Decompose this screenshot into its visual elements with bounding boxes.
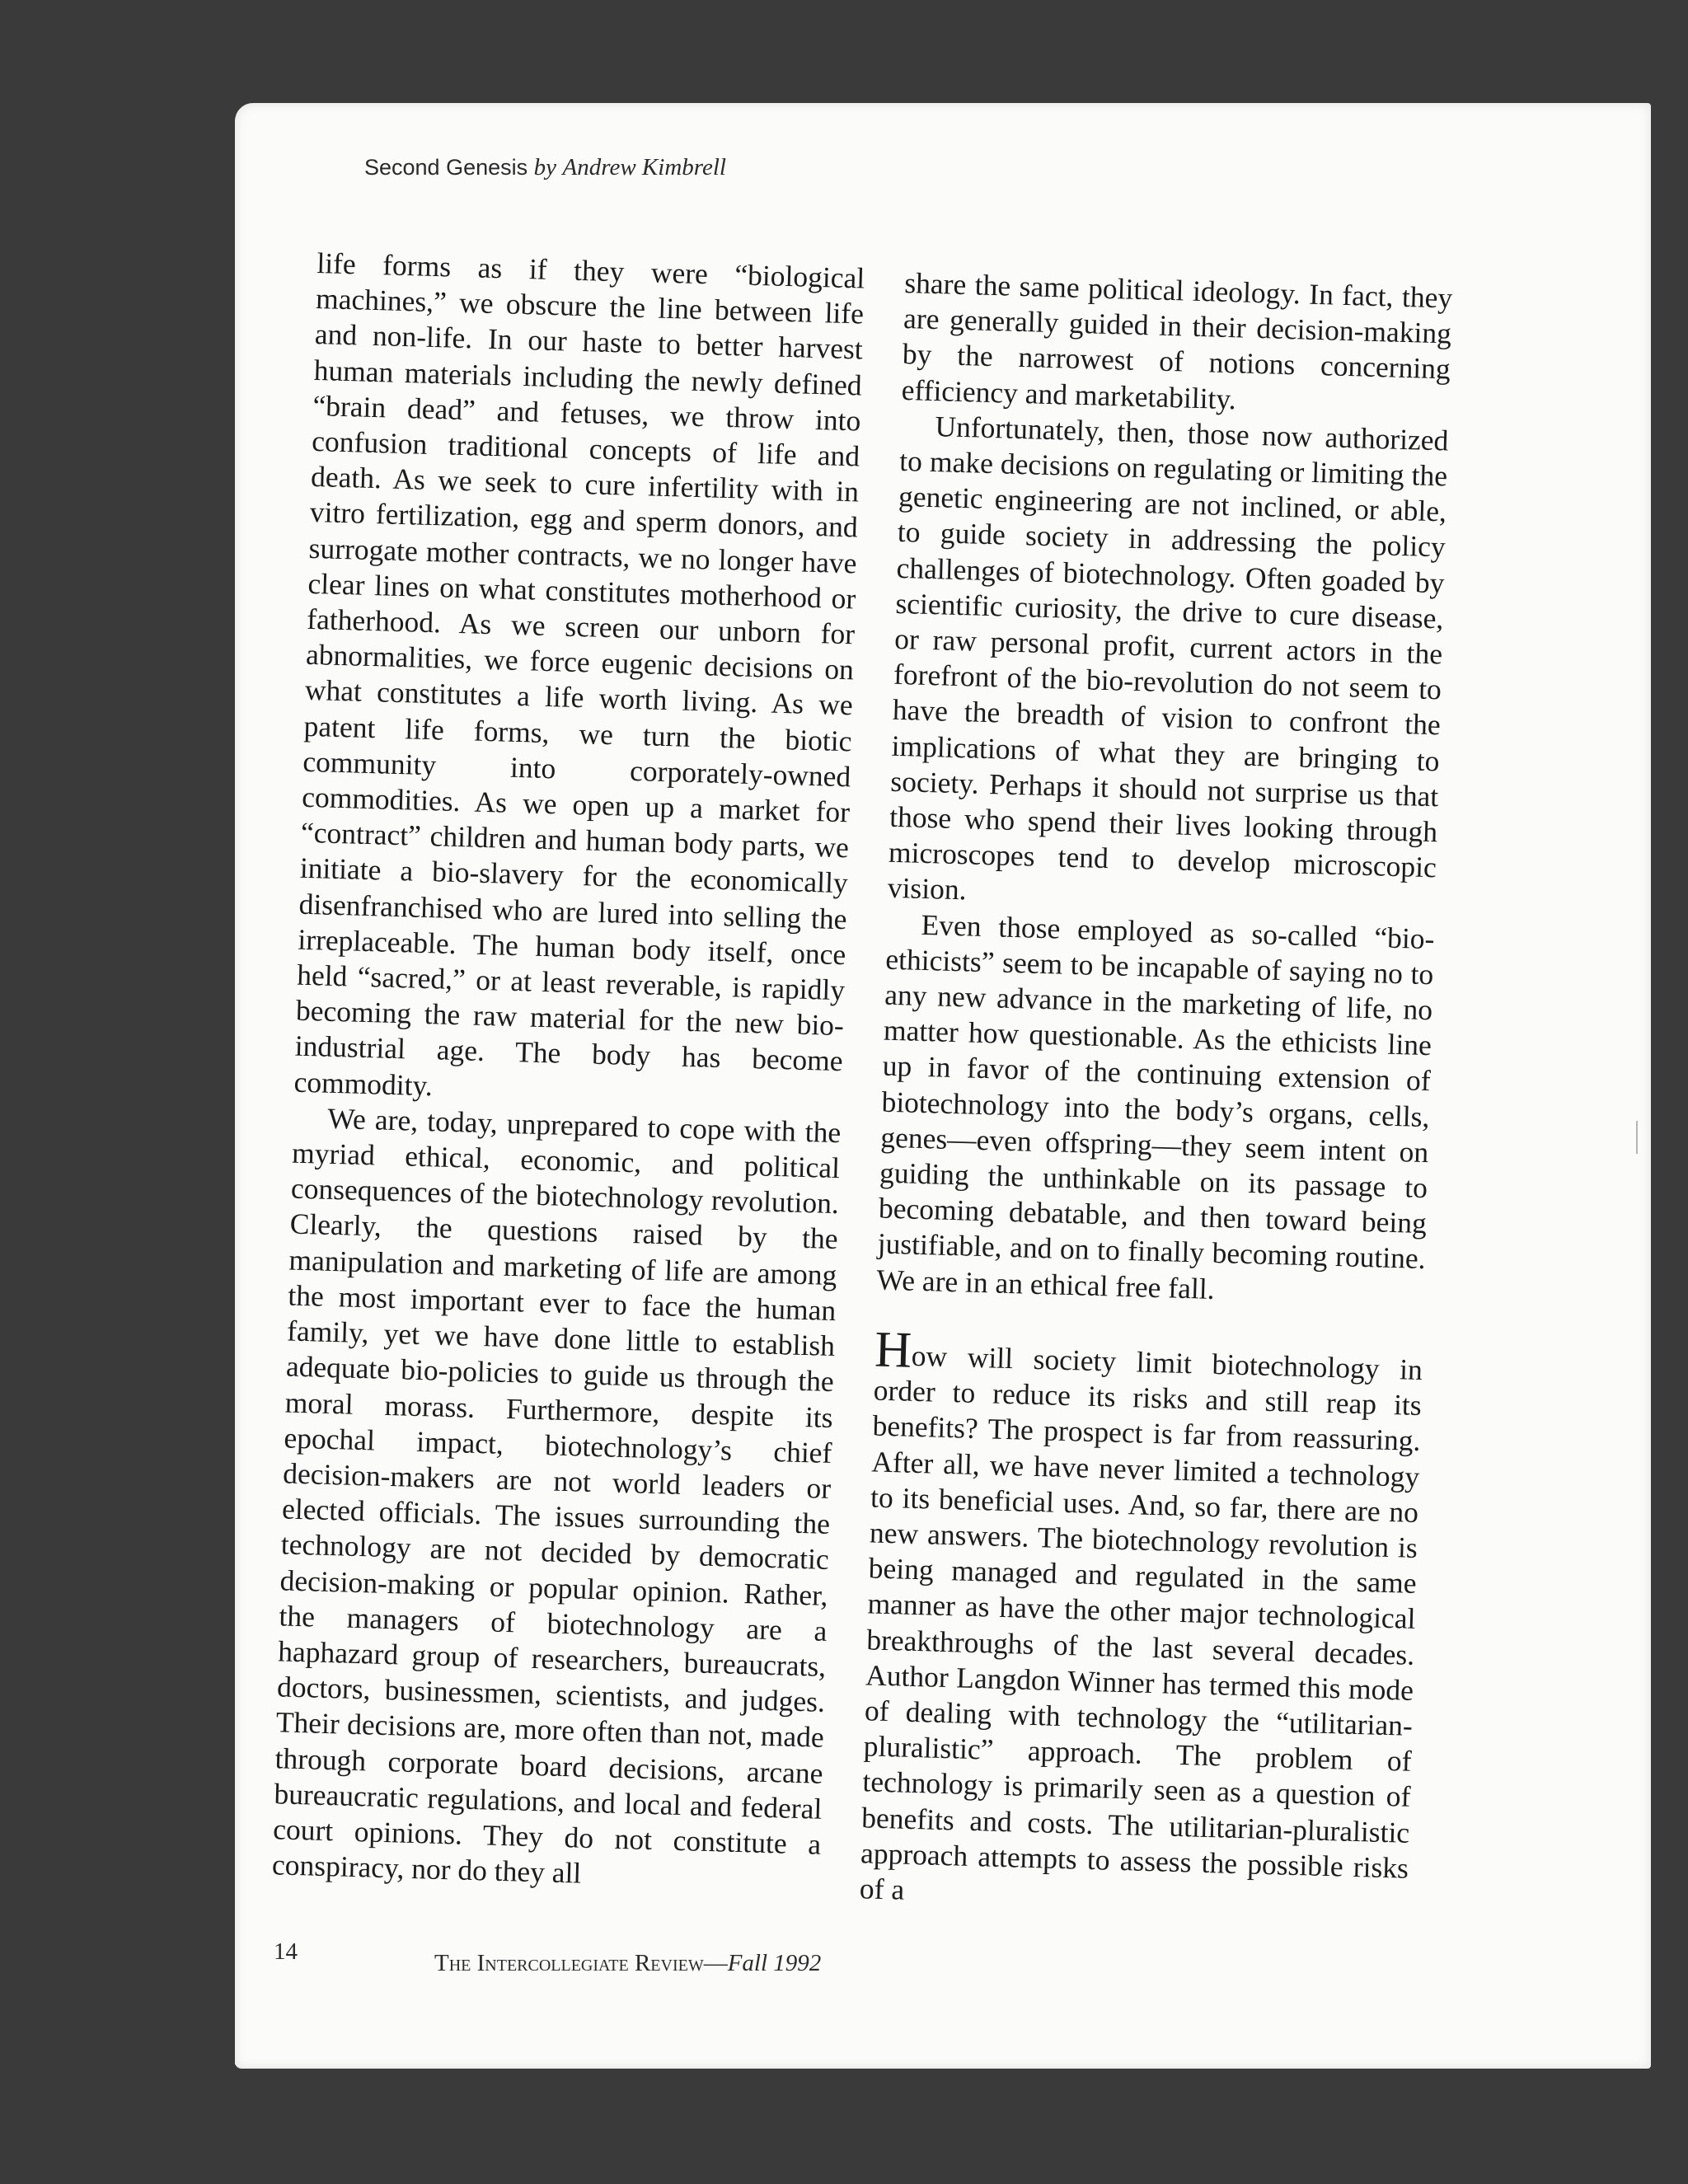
- drop-cap: H: [874, 1321, 912, 1379]
- left-paragraph-2: We are, today, unprepared to cope with the myriad ethical, economic, and political consequences of the biotechnology revolution. Clearly, the questions raised by the manipulation and marketing of life are among the most important ever to face the human family, yet we have done little to establish adequate bio-policies to guide us through the moral morass. Furthermore, despite its epochal impact, biotechnology’s chief decision-makers are not world leaders or elected officials. The issues surrounding the technology are not decided by democratic decision-making or popular opinion. Rather, the managers of biotechnology are a haphazard group of researchers, bureaucrats, doctors, businessmen, scientists, and judges. Their decisions are, more often than not, made through corporate board decisions, arcane bureaucratic regulations, and local and federal court opinions. They do not constitute a conspiracy, nor do they all: [271, 1101, 842, 1890]
- right-paragraph-2: Unfortunately, then, those now authorized to make decisions on regulating or limiting the genetic engineering are not inclined, or able, to guide society in addressing the policy challenges of biotechnology. Often goaded by scientific curiosity, the drive to cure disease, or raw personal profit, current actors in the forefront of the bio-revolution do not seem to have the breadth of vision to confront the implications of what they are bringing to society. Perhaps it should not surprise us that those who spend their lives looking through microscopes tend to develop microscopic vision.: [887, 409, 1449, 907]
- journal-name: The Intercollegiate Review: [434, 1950, 704, 1976]
- journal-issue: Fall 1992: [727, 1950, 822, 1976]
- left-paragraph-1: life forms as if they were “biological machines,” we obscure the line between life and non-life. In our haste to better harvest human materials including the newly defined “brain dead” and fetuses, we throw into confusion traditional concepts of life and death. As we seek to cure infertility with in vitro fertilization, egg and sperm donors, and surrogate mother contracts, we no longer have clear lines on what constitutes motherhood or fatherhood. As we screen our unborn for abnormalities, we force eugenic decisions on what constitutes a life worth living. As we patent life forms, we turn the biotic community into corporately-owned commodities. As we open up a market for “contract” children and human body parts, we initiate a bio-slavery for the economically disenfranchised who are lured into selling the irreplaceable. The human body itself, once held “sacred,” or at least reverable, is rapidly becoming the raw material for the new bio-industrial age. The body has become commodity.: [293, 246, 865, 1102]
- right-paragraph-4-text: ow will society limit biotechnology in order to reduce its risks and still reap its benefits? The prospect is far from reassuring. After all, we have never limited a technology to its beneficial uses. And, so far, there are no new answers. The biotechnology revolution is being managed and regulated in the same manner as have the other major technological breakthroughs of the last several decades. Author Langdon Winner has termed this mode of dealing with technology the “utilitarian-pluralistic” approach. The problem of technology is primarily seen as a question of benefits and costs. The utilitarian-pluralistic approach attempts to assess the possible risks of a: [859, 1338, 1423, 1906]
- scan-artifact-mark: [1636, 1121, 1638, 1154]
- running-head-title: Second Genesis: [364, 155, 528, 180]
- right-column: [859, 265, 1452, 1922]
- scanner-background-bottom: [0, 2064, 1688, 2184]
- right-paragraph-3: Even those employed as so-called “bio-ethicists” seem to be incapable of saying no to any new advance in the marketing of life, no matter how questionable. As the ethicists line up in favor of the continuing extension of biotechnology into the body’s organs, cells, genes—even offspring—they seem intent on guiding the unthinkable on its passage to becoming debatable, and then toward being justifiable, and on to finally becoming routine. We are in an ethical free fall.: [876, 907, 1435, 1305]
- left-column: [272, 246, 865, 1898]
- scanner-background-left: [0, 0, 235, 2184]
- right-paragraph-4: [859, 1321, 1423, 1922]
- scanner-background-top: [0, 0, 1688, 120]
- running-head: [364, 154, 726, 181]
- scanner-background-right: [1651, 0, 1688, 2184]
- journal-dash: —: [703, 1950, 728, 1976]
- page-number: 14: [274, 1938, 298, 1965]
- running-head-author: Andrew Kimbrell: [562, 154, 726, 180]
- journal-footer: [434, 1950, 821, 1977]
- right-paragraph-1: share the same political ideology. In fact, they are generally guided in their decision-making by the narrowest of notions concerning efficiency and marketability.: [901, 265, 1453, 415]
- running-head-by: by: [533, 154, 557, 180]
